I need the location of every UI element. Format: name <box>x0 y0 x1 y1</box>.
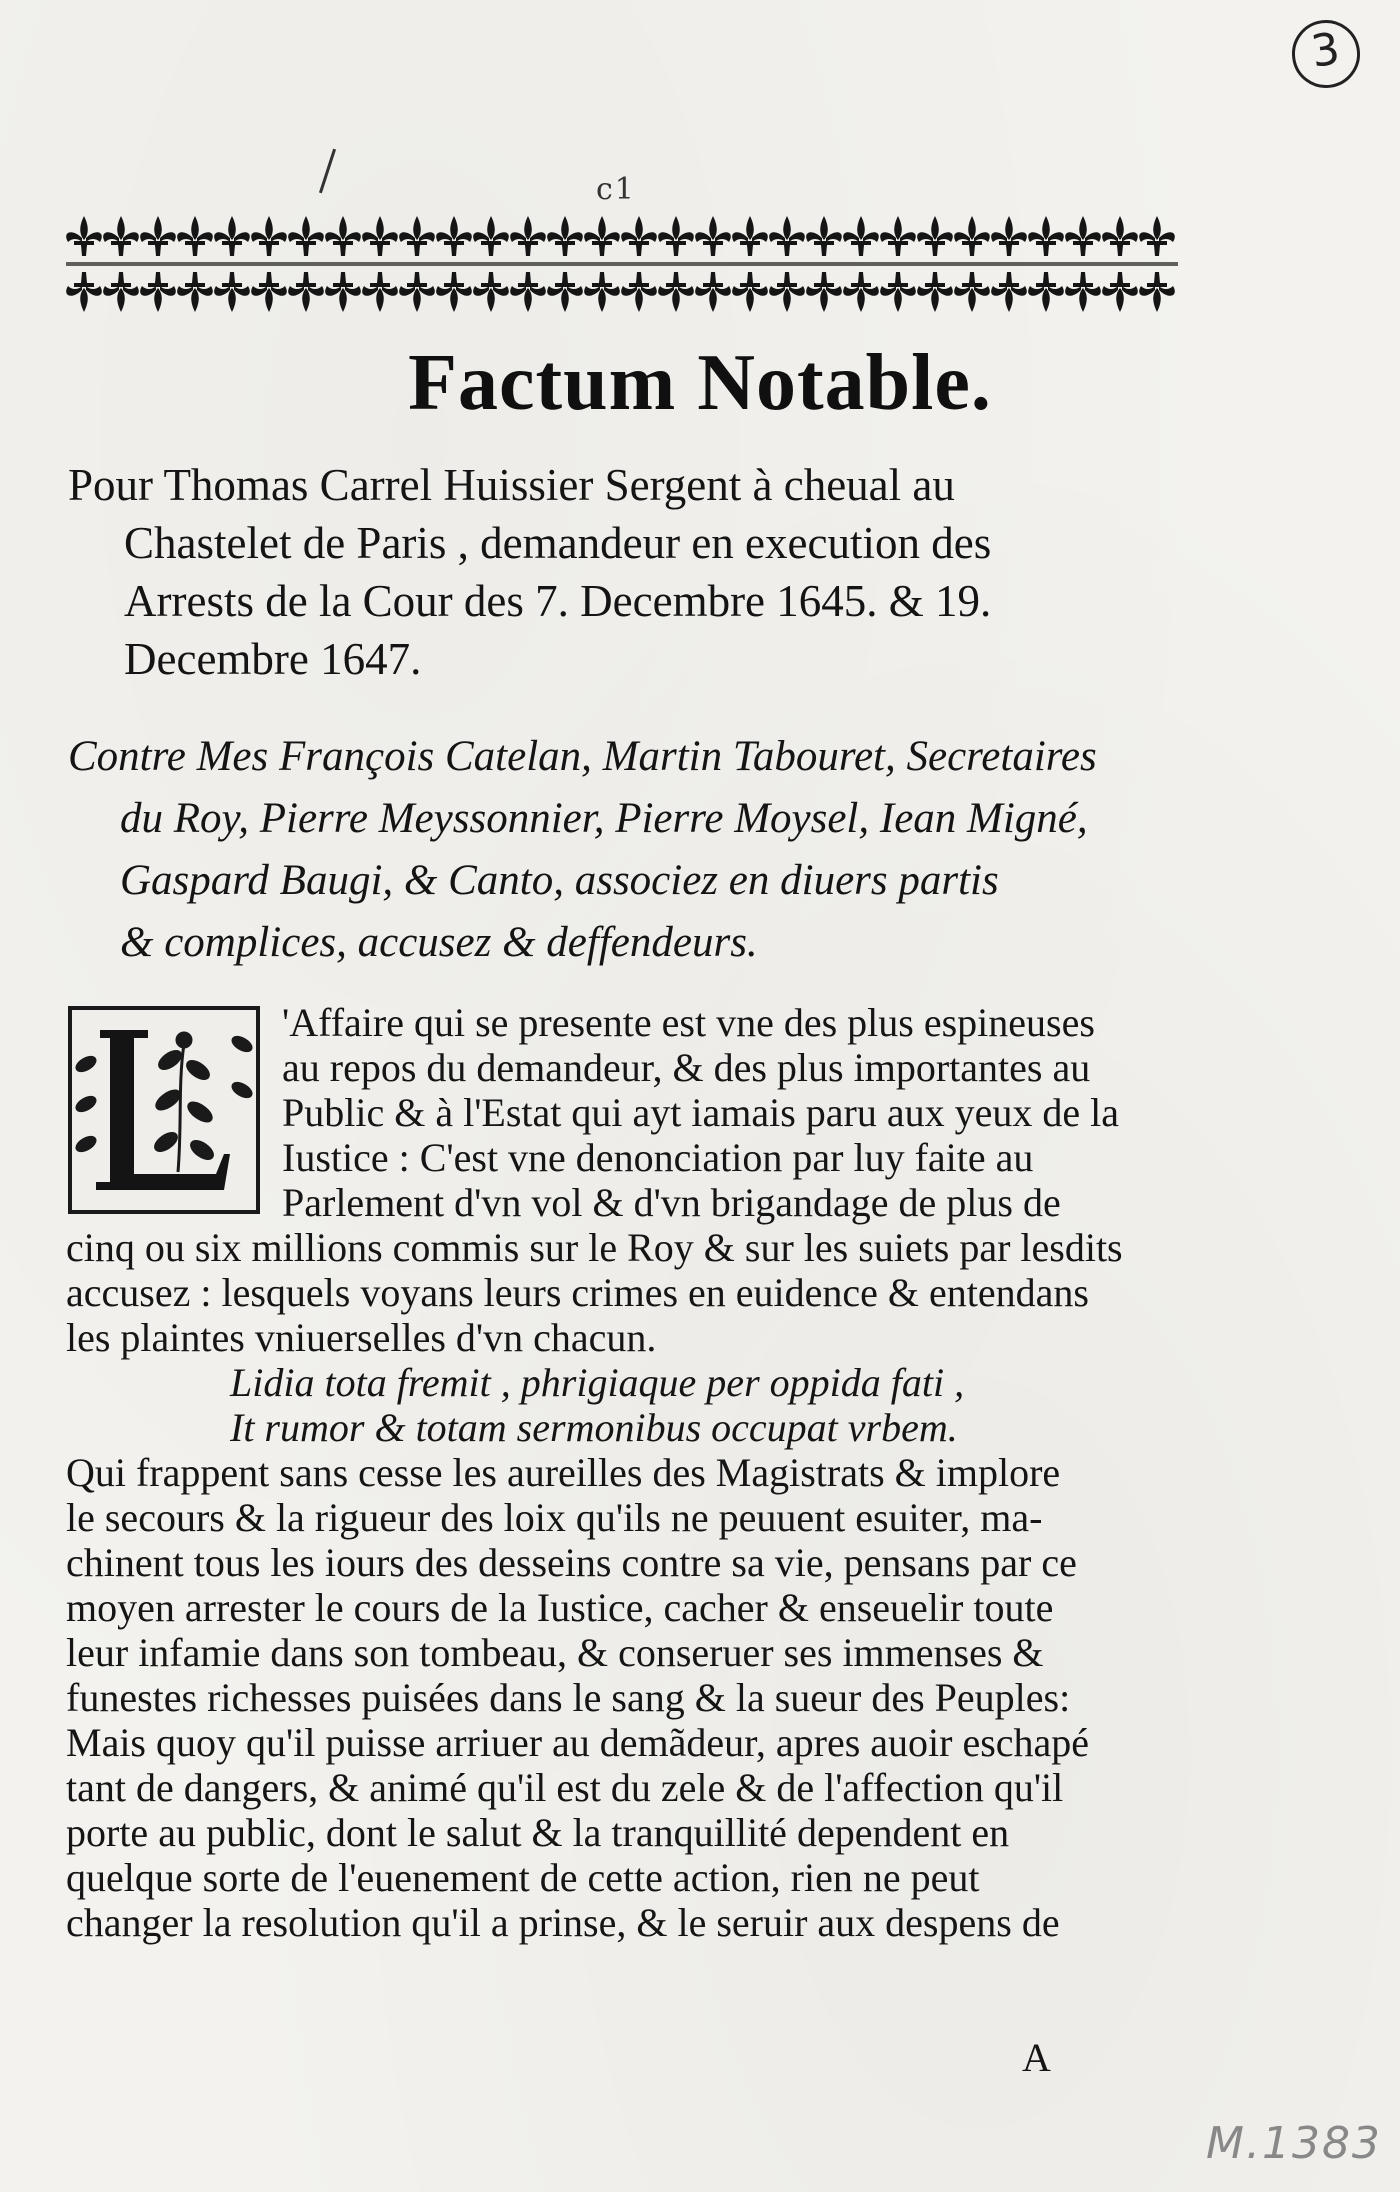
document-title: Factum Notable. <box>408 339 992 427</box>
body-line: changer la resolution qu'il a prinse, & le seruir aux despens de <box>66 1900 1060 1945</box>
plaintiff-line: Chastelet de Paris , demandeur en execution des <box>124 518 992 568</box>
latin-verse-line: Lidia tota fremit , phrigiaque per oppida fati , <box>230 1360 965 1405</box>
body-line: au repos du demandeur, & des plus importantes au <box>282 1045 1091 1090</box>
body-line: accusez : lesquels voyans leurs crimes en euidence & entendans <box>66 1270 1089 1315</box>
plaintiff-line: Arrests de la Cour des 7. Decembre 1645. & 19. <box>124 576 992 626</box>
body-line: tant de dangers, & animé qu'il est du zele & de l'affection qu'il <box>66 1765 1064 1810</box>
ink-stroke <box>319 149 336 194</box>
body-line: chinent tous les iours des desseins contre sa vie, pensans par ce <box>66 1540 1077 1585</box>
defendants-line: du Roy, Pierre Meyssonnier, Pierre Moysel, Iean Migné, <box>120 795 1088 842</box>
shelfmark: M.1383 <box>1206 2118 1382 2169</box>
body-line: Public & à l'Estat qui ayt iamais paru aux yeux de la <box>282 1090 1119 1135</box>
body-text <box>66 1000 1186 1945</box>
plaintiff-heading <box>68 456 1180 688</box>
plaintiff-line: Pour Thomas Carrel Huissier Sergent à cheual au <box>68 460 955 510</box>
body-line: Iustice : C'est vne denonciation par luy faite au <box>282 1135 1034 1180</box>
body-line: 'Affaire qui se presente est vne des plus espineuses <box>282 1000 1095 1045</box>
body-line: cinq ou six millions commis sur le Roy & sur les suiets par lesdits <box>66 1225 1123 1270</box>
body-line: moyen arrester le cours de la Iustice, cacher & enseuelir toute <box>66 1585 1054 1630</box>
catchword: A <box>1022 2035 1051 2080</box>
defendants-line: Contre Mes François Catelan, Martin Tabouret, Secretaires <box>68 733 1097 780</box>
body-line: Qui frappent sans cesse les aureilles des Magistrats & implore <box>66 1450 1061 1495</box>
defendants-line: & complices, accusez & deffendeurs. <box>120 919 758 966</box>
latin-verse-line: It rumor & totam sermonibus occupat vrbem. <box>230 1405 958 1450</box>
body-line: leur infamie dans son tombeau, & conseruer ses immenses & <box>66 1630 1044 1675</box>
defendants-heading <box>68 726 1180 974</box>
body-line: les plaintes vniuerselles d'vn chacun. <box>66 1315 657 1360</box>
body-line: le secours & la rigueur des loix qu'ils ne peuuent esuiter, ma- <box>66 1495 1043 1540</box>
body-line: Parlement d'vn vol & d'vn brigandage de plus de <box>282 1180 1061 1225</box>
body-line: funestes richesses puisées dans le sang & la sueur des Peuples: <box>66 1675 1071 1720</box>
fleur-de-lis-headpiece-ornament <box>66 210 1178 320</box>
body-line: Mais quoy qu'il puisse arriuer au demãdeur, apres auoir eschapé <box>66 1720 1090 1765</box>
folio-number: 3 <box>1288 16 1365 93</box>
body-line: quelque sorte de l'euenement de cette action, rien ne peut <box>66 1855 980 1900</box>
plaintiff-line: Decembre 1647. <box>124 634 422 684</box>
signature-mark: c1 <box>596 172 636 207</box>
body-line: porte au public, dont le salut & la tranquillité dependent en <box>66 1810 1010 1855</box>
defendants-line: Gaspard Baugi, & Canto, associez en diuers partis <box>120 857 999 904</box>
